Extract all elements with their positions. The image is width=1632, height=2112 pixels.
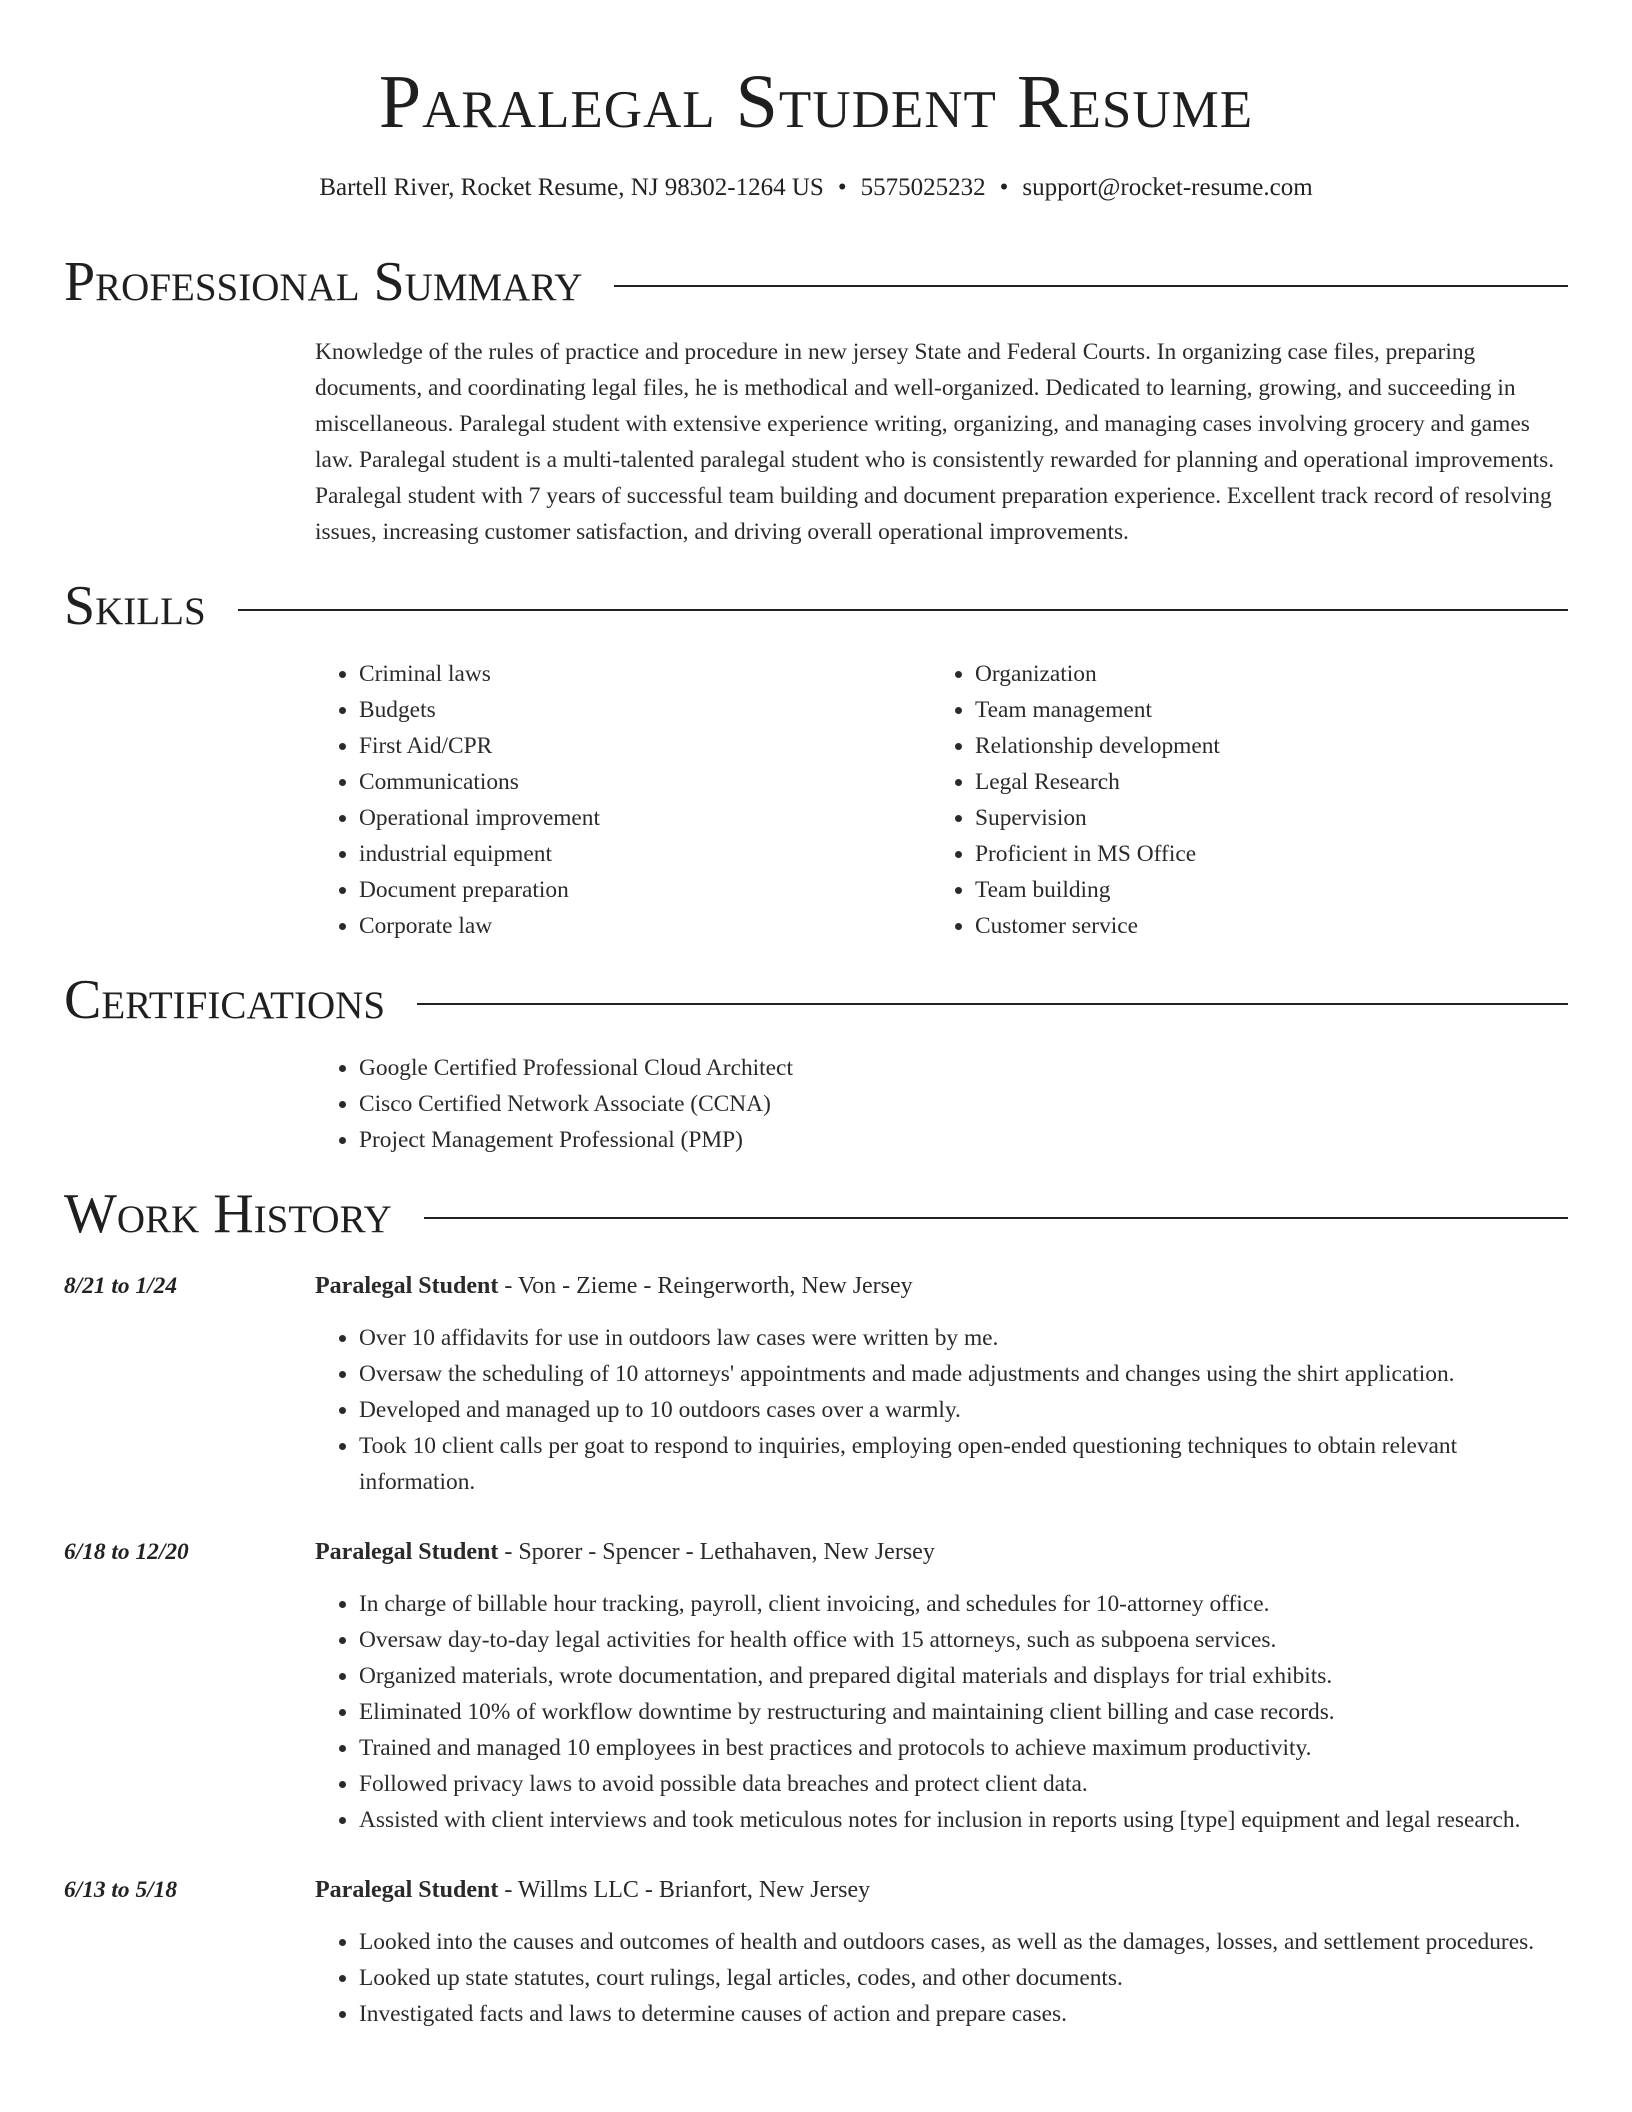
job-role: Paralegal Student: [315, 1877, 499, 1903]
job-body: [315, 1268, 1568, 1500]
job-role: Paralegal Student: [315, 1539, 499, 1565]
job-title-line: [315, 1872, 1568, 1908]
contact-email: support@rocket-resume.com: [1022, 174, 1313, 201]
work-history-section-header: [64, 1183, 1568, 1245]
job-duty-item: • Oversaw the scheduling of 10 attorneys' appointments and made adjustments and changes using the shirt application.: [359, 1356, 1568, 1392]
job-duty-item: • Eliminated 10% of workflow downtime by restructuring and maintaining client billing and case records.: [359, 1694, 1568, 1730]
contact-separator: •: [837, 174, 847, 201]
section-divider: [424, 1217, 1568, 1219]
skills-columns: [315, 656, 1568, 944]
section-divider: [614, 285, 1568, 287]
job-duties-list: [315, 1320, 1568, 1500]
skill-item: • Communications: [359, 764, 931, 800]
section-divider: [238, 609, 1568, 611]
job-employer-location: - Von - Zieme - Reingerworth, New Jersey: [498, 1273, 913, 1299]
skill-item: • First Aid/CPR: [359, 728, 931, 764]
contact-line: [64, 174, 1568, 202]
summary-heading: Professional Summary: [64, 251, 583, 313]
skill-item: • Operational improvement: [359, 800, 931, 836]
job-duty-item: • In charge of billable hour tracking, payroll, client invoicing, and schedules for 10-attorney office.: [359, 1586, 1568, 1622]
resume-page: [64, 0, 1568, 2032]
skill-item: • Customer service: [975, 908, 1547, 944]
job-role: Paralegal Student: [315, 1273, 499, 1299]
job-title-line: [315, 1534, 1568, 1570]
skill-item: • Relationship development: [975, 728, 1547, 764]
certifications-block: [315, 1050, 1568, 1158]
job-duties-list: [315, 1586, 1568, 1838]
resume-title: Paralegal Student Resume: [378, 60, 1254, 144]
job-employer-location: - Willms LLC - Brianfort, New Jersey: [498, 1877, 871, 1903]
job-duty-item: • Organized materials, wrote documentation, and prepared digital materials and displays for trial exhibits.: [359, 1658, 1568, 1694]
skills-section-header: [64, 575, 1568, 637]
work-history-list: [64, 1268, 1568, 2032]
contact-phone: 5575025232: [860, 174, 986, 201]
job-title-line: [315, 1268, 1568, 1304]
certifications-section-header: [64, 969, 1568, 1031]
skills-heading: Skills: [64, 575, 206, 637]
skills-right-column: [931, 656, 1547, 944]
certification-item: • Cisco Certified Network Associate (CCNA): [359, 1086, 1568, 1122]
job-duty-item: • Took 10 client calls per goat to respond to inquiries, employing open-ended questioning techniques to obtain relevant information.: [359, 1428, 1568, 1500]
job-body: [315, 1872, 1568, 2032]
job-duty-item: • Followed privacy laws to avoid possible data breaches and protect client data.: [359, 1766, 1568, 1802]
skill-item: • Organization: [975, 656, 1547, 692]
work-history-heading: Work History: [64, 1183, 392, 1245]
job-duty-item: • Developed and managed up to 10 outdoors cases over a warmly.: [359, 1392, 1568, 1428]
job-body: [315, 1534, 1568, 1838]
job-duty-item: • Over 10 affidavits for use in outdoors law cases were written by me.: [359, 1320, 1568, 1356]
job-entry: [64, 1534, 1568, 1838]
skills-left-column: [315, 656, 931, 944]
certification-item: • Google Certified Professional Cloud Architect: [359, 1050, 1568, 1086]
job-employer-location: - Sporer - Spencer - Lethahaven, New Jersey: [498, 1539, 935, 1565]
summary-text: Knowledge of the rules of practice and procedure in new jersey State and Federal Courts. In organizing case files, preparing documents, and coordinating legal files, he is methodical and well-organized. Dedicated to learning, growing, and succeeding in miscellaneous. Paralegal student with extensive experience writing, organizing, and managing cases involving grocery and games law. Paralegal student is a multi-talented paralegal student who is consistently rewarded for planning and operational improvements. Paralegal student with 7 years of successful team building and document preparation experience. Excellent track record of resolving issues, increasing customer satisfaction, and driving overall operational improvements.: [315, 339, 1555, 545]
skill-item: • Team management: [975, 692, 1547, 728]
contact-separator: •: [999, 174, 1009, 201]
certifications-heading: Certifications: [64, 969, 386, 1031]
job-duty-item: • Investigated facts and laws to determine causes of action and prepare cases.: [359, 1996, 1568, 2032]
certification-item: • Project Management Professional (PMP): [359, 1122, 1568, 1158]
skill-item: • Legal Research: [975, 764, 1547, 800]
skills-left-list: [315, 656, 931, 944]
job-dates: 8/21 to 1/24: [64, 1273, 178, 1299]
job-duty-item: • Assisted with client interviews and took meticulous notes for inclusion in reports using [type] equipment and legal research.: [359, 1802, 1568, 1838]
summary-section-header: [64, 251, 1568, 313]
job-duty-item: • Looked into the causes and outcomes of health and outdoors cases, as well as the damages, losses, and settlement procedures.: [359, 1924, 1568, 1960]
skill-item: • Budgets: [359, 692, 931, 728]
skill-item: • Criminal laws: [359, 656, 931, 692]
skill-item: • Proficient in MS Office: [975, 836, 1547, 872]
job-duty-item: • Oversaw day-to-day legal activities for health office with 15 attorneys, such as subpoena services.: [359, 1622, 1568, 1658]
certifications-list: [315, 1050, 1568, 1158]
job-duty-item: • Looked up state statutes, court rulings, legal articles, codes, and other documents.: [359, 1960, 1568, 1996]
job-entry: [64, 1872, 1568, 2032]
contact-address: Bartell River, Rocket Resume, NJ 98302-1264 US: [319, 174, 824, 201]
section-divider: [417, 1003, 1568, 1005]
job-dates: 6/18 to 12/20: [64, 1539, 189, 1565]
job-dates: 6/13 to 5/18: [64, 1877, 178, 1903]
skill-item: • Document preparation: [359, 872, 931, 908]
skills-right-list: [931, 656, 1547, 944]
skill-item: • Supervision: [975, 800, 1547, 836]
job-entry: [64, 1268, 1568, 1500]
skill-item: • industrial equipment: [359, 836, 931, 872]
skill-item: • Team building: [975, 872, 1547, 908]
job-duties-list: [315, 1924, 1568, 2032]
skill-item: • Corporate law: [359, 908, 931, 944]
job-duty-item: • Trained and managed 10 employees in best practices and protocols to achieve maximum productivity.: [359, 1730, 1568, 1766]
